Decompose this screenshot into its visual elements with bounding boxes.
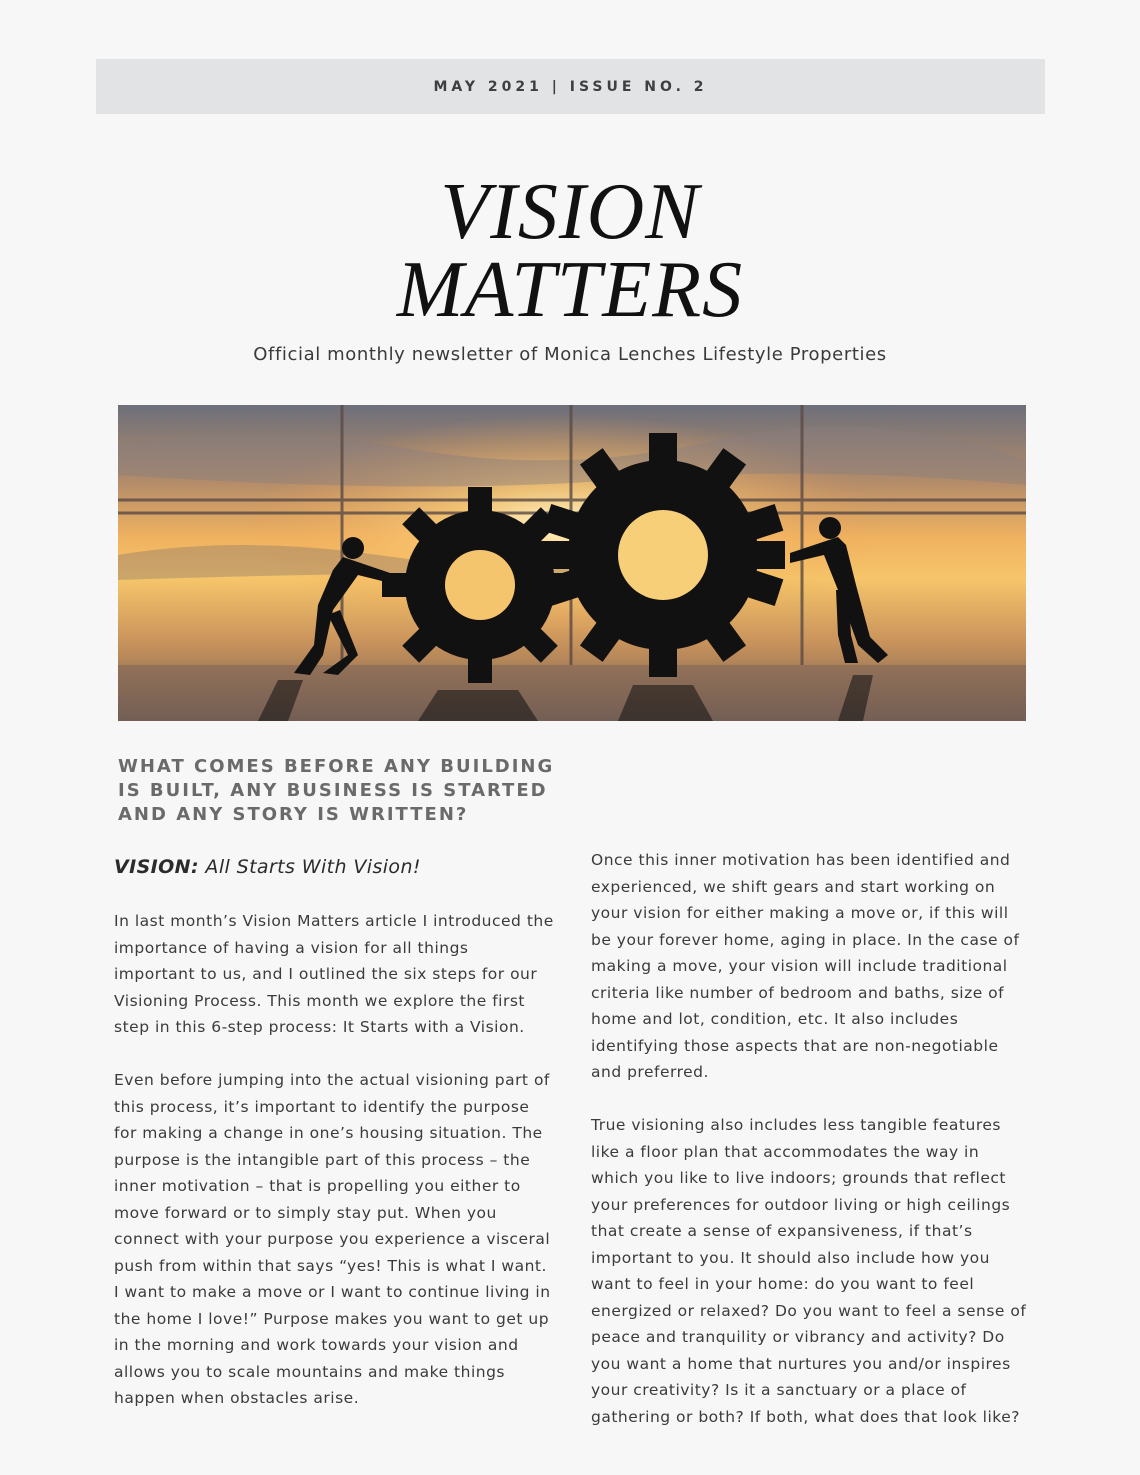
- left-paragraph-1: In last month’s Vision Matters article I introduced the importance of having a vision for all things important to us, and I outlined the six steps for our Visioning Process. This month we explore the first step in this 6-step process: It Starts with a Vision.: [114, 912, 554, 1036]
- masthead-subtitle: Official monthly newsletter of Monica Lenches Lifestyle Properties: [253, 344, 887, 365]
- article-lede: [114, 856, 421, 878]
- masthead-title-line1: VISION: [440, 168, 700, 256]
- right-column: [591, 847, 1031, 1457]
- article-headline: WHAT COMES BEFORE ANY BUILDING IS BUILT, ANY BUSINESS IS STARTED AND ANY STORY IS WRITTEN?: [118, 756, 555, 825]
- gears-teamwork-illustration: [118, 405, 1026, 721]
- hero-image: [118, 405, 1026, 721]
- lede-bold: VISION:: [114, 856, 199, 878]
- left-column: [114, 908, 554, 1438]
- lede-rest: All Starts With Vision!: [198, 856, 421, 878]
- masthead-title-line2: MATTERS: [396, 246, 744, 334]
- right-paragraph-2: True visioning also includes less tangible features like a floor plan that accommodates the way in which you like to live indoors; grounds that reflect your preferences for outdoor living or high ceilings that create a sense of expansiveness, if that’s important to you. It should also include how you want to feel in your home: do you want to feel energized or relaxed? Do you want to feel a sense of peace and tranquility or vibrancy and activity? Do you want a home that nurtures you and/or inspires your creativity? Is it a sanctuary or a place of gathering or both? If both, what does that look like?: [591, 1116, 1027, 1426]
- issue-line: MAY 2021 | ISSUE NO. 2: [433, 78, 708, 95]
- right-paragraph-1: Once this inner motivation has been identified and experienced, we shift gears and start working on your vision for either making a move or, if this will be your forever home, aging in place. In the case of making a move, your vision will include traditional criteria like number of bedroom and baths, size of home and lot, condition, etc. It also includes identifying those aspects that are non-negotiable and preferred.: [591, 851, 1020, 1081]
- left-paragraph-2: Even before jumping into the actual visioning part of this process, it’s important to identify the purpose for making a change in one’s housing situation. The purpose is the intangible part of this process – the inner motivation – that is propelling you either to move forward or to simply stay put. When you connect with your purpose you experience a visceral push from within that says “yes! This is what I want. I want to make a move or I want to continue living in the home I love!” Purpose makes you want to get up in the morning and work towards your vision and allows you to scale mountains and make things happen when obstacles arise.: [114, 1071, 551, 1407]
- issue-banner: [96, 59, 1045, 114]
